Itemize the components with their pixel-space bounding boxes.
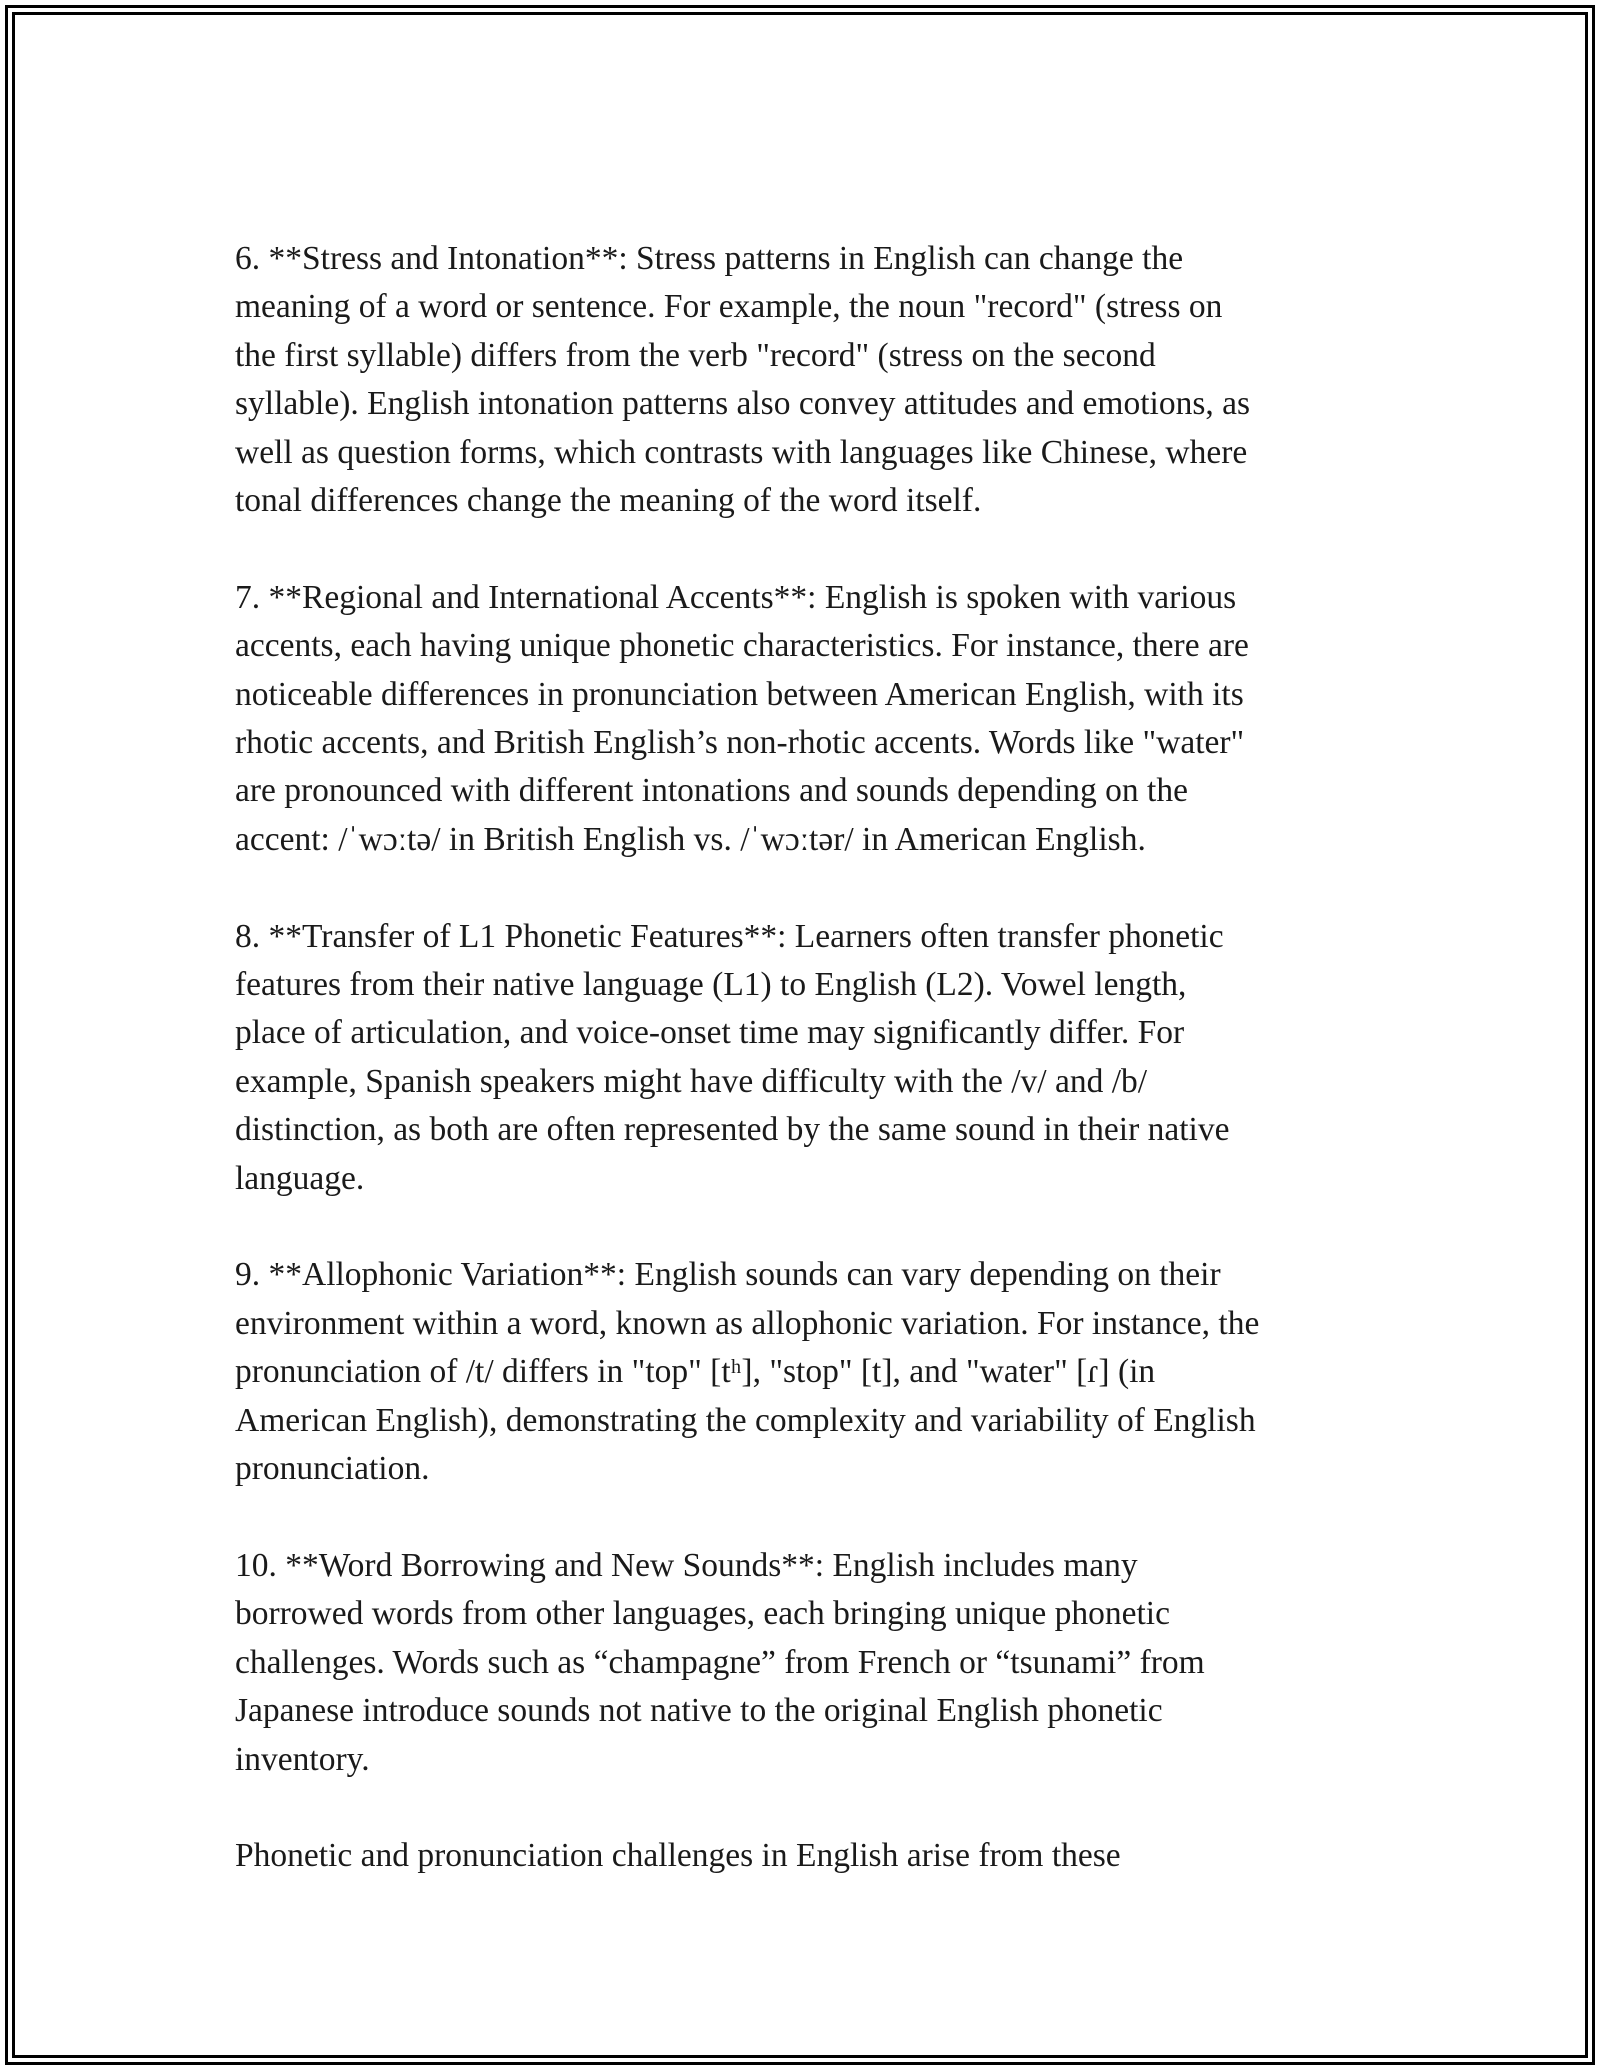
paragraph-conclusion-start: Phonetic and pronunciation challenges in English arise from these bbox=[235, 1837, 1121, 1875]
paragraph-regional-accents: 7. **Regional and International Accents**: English is spoken with various accents, each having unique phonetic characteristics. For instance, there are noticeable differences in pronunciation between American English, with its rhotic accents, and British English’s non-rhotic accents. Words like "water" are pronounced with different intonations and sounds depending on the accent: /ˈwɔːtə/ in British English vs. /ˈwɔːtər/ in American English. bbox=[235, 578, 1249, 858]
paragraph-l1-transfer: 8. **Transfer of L1 Phonetic Features**: Learners often transfer phonetic features from their native language (L1) to English (L2). Vowel length, place of articulation, and voice-onset time may significantly differ. For example, Spanish speakers might have difficulty with the /v/ and /b/ distinction, as both are often represented by the same sound in their native language. bbox=[235, 917, 1230, 1197]
paragraph-word-borrowing: 10. **Word Borrowing and New Sounds**: English includes many borrowed words from other languages, each bringing unique phonetic challenges. Words such as “champagne” from French or “tsunami” from Japanese introduce sounds not native to the original English phonetic inventory. bbox=[235, 1546, 1205, 1778]
paragraph-allophonic-variation: 9. **Allophonic Variation**: English sounds can vary depending on their environment within a word, known as allophonic variation. For instance, the pronunciation of /t/ differs in "top" [tʰ], "stop" [t], and "water" [ɾ] (in American English), demonstrating the complexity and variability of English pronunciation. bbox=[235, 1256, 1260, 1488]
document-body bbox=[235, 235, 1365, 1881]
paragraph-stress-intonation: 6. **Stress and Intonation**: Stress patterns in English can change the meaning of a word or sentence. For example, the noun "record" (stress on the first syllable) differs from the verb "record" (stress on the second syllable). English intonation patterns also convey attitudes and emotions, as well as question forms, which contrasts with languages like Chinese, where tonal differences change the meaning of the word itself. bbox=[235, 240, 1251, 520]
